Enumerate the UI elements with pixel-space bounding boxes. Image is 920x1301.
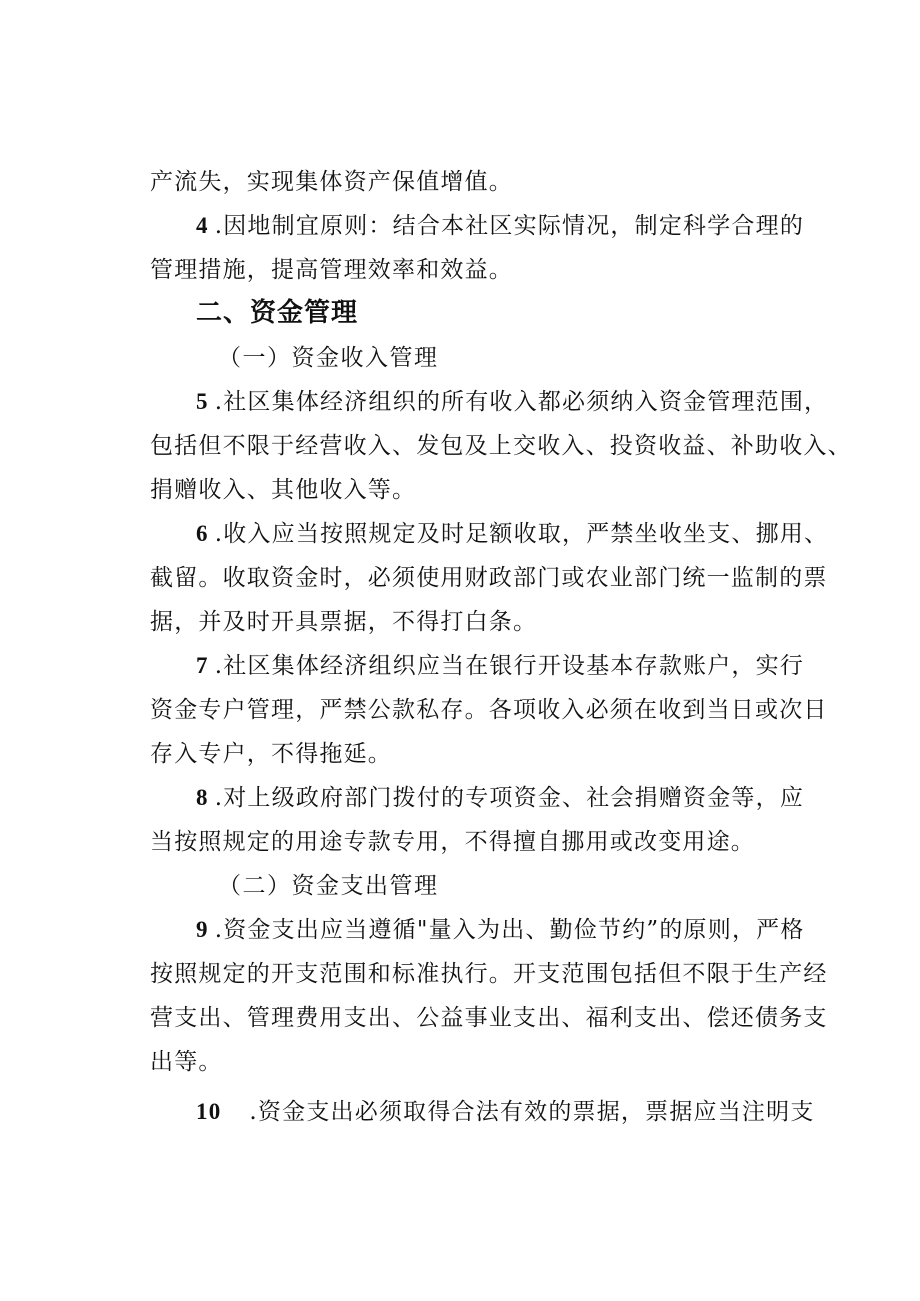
clause-7-line: 7 .社区集体经济组织应当在银行开设基本存款账户，实行 xyxy=(196,653,805,679)
section-heading: 二、资金管理 xyxy=(196,298,359,328)
clause-9-line: 9 .资金支出应当遵循"量入为出、勤俭节约”的原则，严格 xyxy=(196,917,805,943)
clause-number: 8 xyxy=(196,785,209,810)
clause-8-line: 8 .对上级政府部门拨付的专项资金、社会捐赠资金等，应 xyxy=(196,785,805,811)
paragraph-line: 截留。收取资金时，必须使用财政部门或农业部门统一监制的票 xyxy=(150,565,828,591)
paragraph-line: 当按照规定的用途专款专用，不得擅自挪用或改变用途。 xyxy=(150,829,755,855)
clause-6-line: 6 .收入应当按照规定及时足额收取，严禁坐收坐支、挪用、 xyxy=(196,521,829,547)
paragraph-line: 产流失，实现集体资产保值增值。 xyxy=(150,169,513,195)
subsection-heading: （二）资金支出管理 xyxy=(218,873,439,899)
paragraph-line: 营支出、管理费用支出、公益事业支出、福利支出、偿还债务支 xyxy=(150,1005,828,1031)
subsection-heading: （一）资金收入管理 xyxy=(218,345,439,371)
paragraph-line: 资金专户管理，严禁公款私存。各项收入必须在收到当日或次日 xyxy=(150,697,828,723)
clause-10-line: 10 .资金支出必须取得合法有效的票据，票据应当注明支 xyxy=(196,1099,815,1125)
paragraph-line: 捐赠收入、其他收入等。 xyxy=(150,477,417,503)
paragraph-line: 出等。 xyxy=(150,1049,223,1075)
clause-4-line: 4 .因地制宜原则：结合本社区实际情况，制定科学合理的 xyxy=(196,213,805,239)
clause-number: 9 xyxy=(196,917,209,942)
paragraph-line: 据，并及时开具票据，不得打白条。 xyxy=(150,609,538,635)
clause-number: 4 xyxy=(196,213,209,238)
clause-number: 6 xyxy=(196,521,209,546)
paragraph-line: 管理措施，提高管理效率和效益。 xyxy=(150,257,513,283)
clause-5-line: 5 .社区集体经济组织的所有收入都必须纳入资金管理范围， xyxy=(196,389,829,415)
paragraph-line: 按照规定的开支范围和标准执行。开支范围包括但不限于生产经 xyxy=(150,961,828,987)
paragraph-line: 包括但不限于经营收入、发包及上交收入、投资收益、补助收入、 xyxy=(150,433,852,459)
clause-number: 7 xyxy=(196,653,209,678)
paragraph-line: 存入专户，不得拖延。 xyxy=(150,741,392,767)
clause-number: 5 xyxy=(196,389,209,414)
clause-number: 10 xyxy=(196,1099,222,1124)
